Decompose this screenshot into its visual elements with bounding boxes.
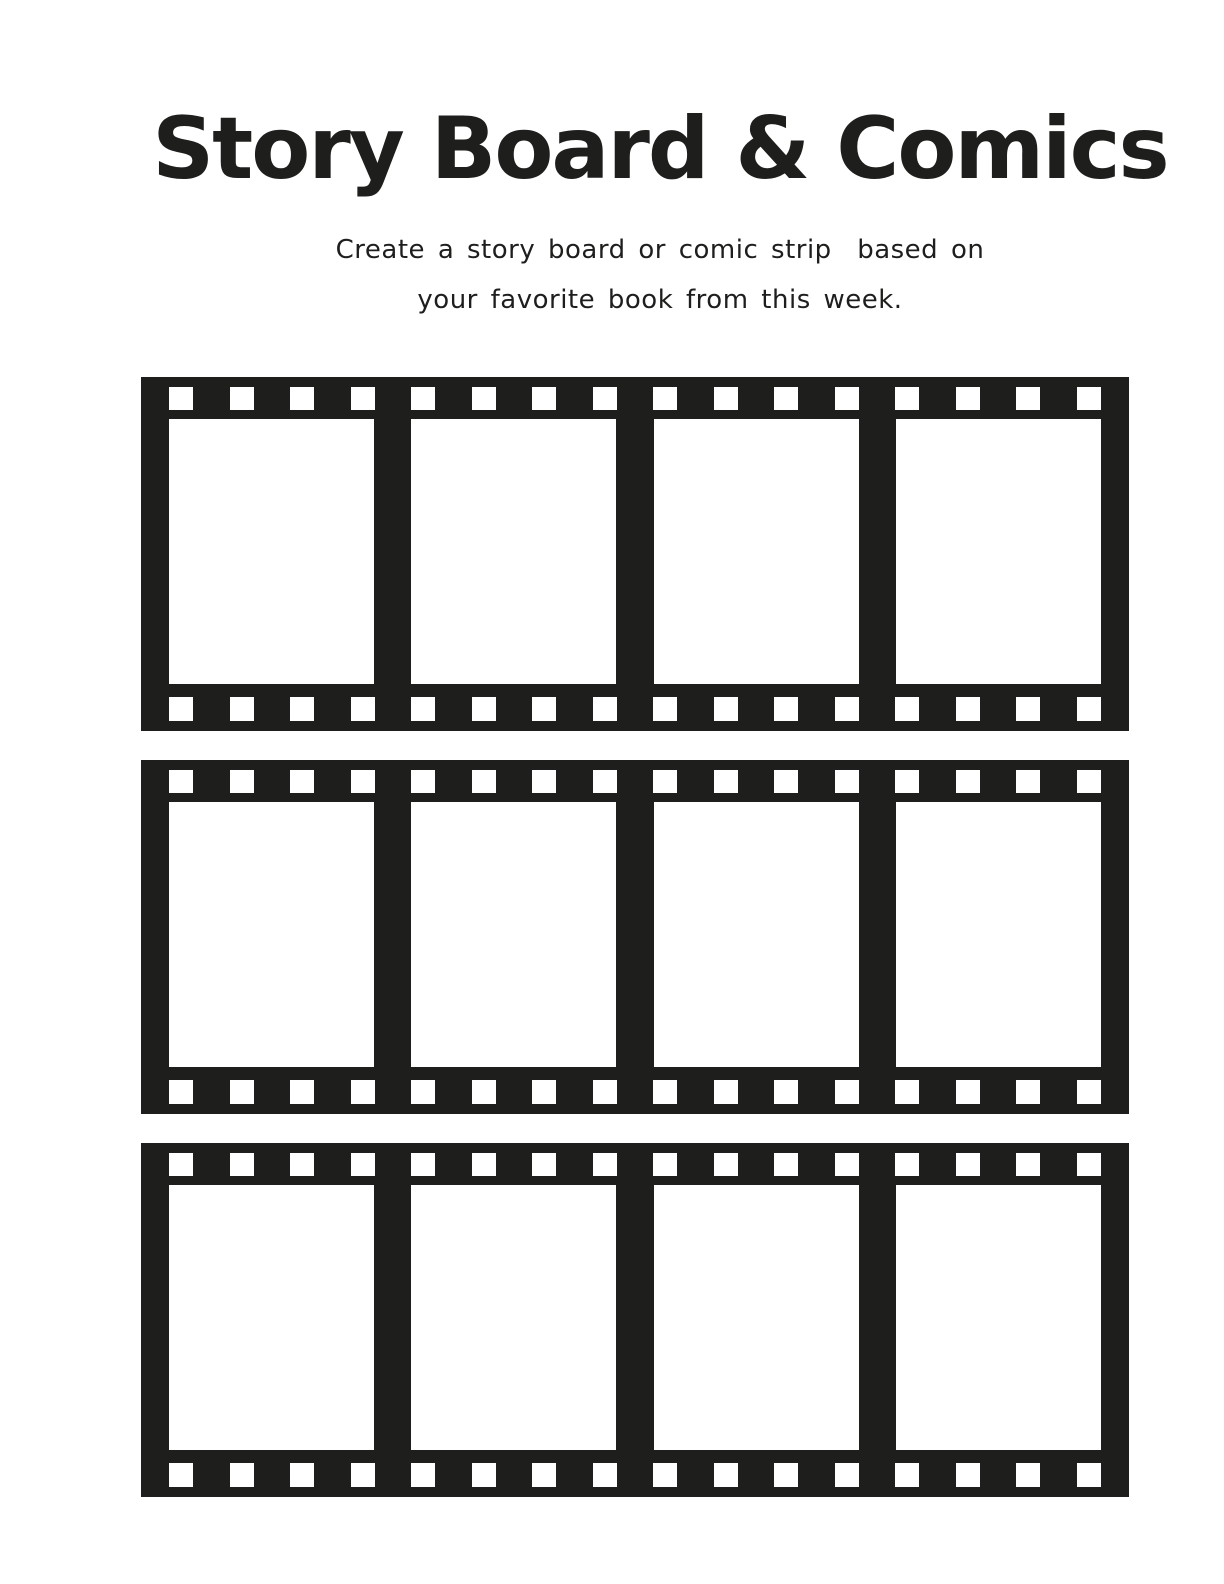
sprocket-hole <box>472 1080 496 1104</box>
sprocket-hole <box>169 387 193 410</box>
sprocket-hole <box>169 1080 193 1104</box>
frames-row <box>169 802 1101 1067</box>
sprocket-hole <box>956 1463 980 1487</box>
sprocket-hole <box>290 1153 314 1176</box>
sprocket-hole <box>714 1153 738 1176</box>
sprocket-hole <box>351 1080 375 1104</box>
sprocket-hole <box>169 1153 193 1176</box>
sprocket-hole <box>532 1463 556 1487</box>
sprocket-hole <box>774 1080 798 1104</box>
sprocket-hole <box>774 1463 798 1487</box>
sprocket-hole <box>774 770 798 793</box>
sprocket-hole <box>714 1463 738 1487</box>
storyboard-frame <box>411 1185 616 1450</box>
sprocket-hole <box>230 770 254 793</box>
sprocket-hole <box>351 770 375 793</box>
sprocket-hole <box>593 387 617 410</box>
sprocket-hole <box>653 770 677 793</box>
sprocket-hole <box>532 387 556 410</box>
sprocket-hole <box>351 1463 375 1487</box>
sprocket-hole <box>653 697 677 721</box>
sprocket-hole <box>290 387 314 410</box>
sprocket-hole <box>411 1153 435 1176</box>
sprocket-hole <box>1077 1153 1101 1176</box>
frames-row <box>169 1185 1101 1450</box>
sprocket-hole <box>895 387 919 410</box>
sprocket-hole <box>230 1080 254 1104</box>
sprocket-hole <box>593 1080 617 1104</box>
sprocket-hole <box>956 1153 980 1176</box>
sprocket-hole <box>1016 697 1040 721</box>
storyboard-frame <box>896 802 1101 1067</box>
sprocket-hole <box>532 1080 556 1104</box>
storyboard-frame <box>654 1185 859 1450</box>
sprocket-hole <box>653 1080 677 1104</box>
sprocket-hole <box>714 697 738 721</box>
sprocket-hole <box>593 697 617 721</box>
sprocket-hole <box>169 770 193 793</box>
sprocket-hole <box>835 697 859 721</box>
sprocket-hole <box>1016 387 1040 410</box>
sprocket-hole <box>1077 697 1101 721</box>
sprocket-hole <box>774 697 798 721</box>
sprocket-hole <box>472 1463 496 1487</box>
sprocket-hole <box>593 1463 617 1487</box>
sprocket-hole-row-top <box>169 1153 1101 1176</box>
sprocket-hole <box>1077 387 1101 410</box>
sprocket-hole <box>1016 1463 1040 1487</box>
instruction-line-2: your favorite book from this week. <box>417 285 903 315</box>
sprocket-hole-row-bottom <box>169 697 1101 721</box>
sprocket-hole <box>472 387 496 410</box>
sprocket-hole <box>230 697 254 721</box>
sprocket-hole <box>532 770 556 793</box>
sprocket-hole <box>230 1153 254 1176</box>
sprocket-hole <box>895 697 919 721</box>
storyboard-frame <box>654 419 859 684</box>
storyboard-frame <box>411 802 616 1067</box>
sprocket-hole <box>411 1080 435 1104</box>
storyboard-frame <box>896 419 1101 684</box>
sprocket-hole <box>290 770 314 793</box>
sprocket-hole <box>835 770 859 793</box>
sprocket-hole <box>956 697 980 721</box>
sprocket-hole <box>1077 1463 1101 1487</box>
sprocket-hole <box>653 387 677 410</box>
sprocket-hole <box>835 387 859 410</box>
sprocket-hole <box>1077 770 1101 793</box>
sprocket-hole <box>956 770 980 793</box>
sprocket-hole <box>290 1080 314 1104</box>
storyboard-frame <box>411 419 616 684</box>
sprocket-hole <box>351 697 375 721</box>
storyboard-frame <box>896 1185 1101 1450</box>
sprocket-hole <box>169 1463 193 1487</box>
sprocket-hole <box>290 1463 314 1487</box>
sprocket-hole <box>835 1080 859 1104</box>
filmstrip-1 <box>141 377 1129 731</box>
page-title: Story Board & Comics <box>152 99 1168 199</box>
instruction-line-1: Create a story board or comic strip based on <box>335 235 985 265</box>
storyboard-frame <box>654 802 859 1067</box>
sprocket-hole <box>351 387 375 410</box>
sprocket-hole <box>1077 1080 1101 1104</box>
sprocket-hole-row-top <box>169 387 1101 410</box>
sprocket-hole <box>230 1463 254 1487</box>
filmstrip-3 <box>141 1143 1129 1497</box>
sprocket-hole <box>835 1463 859 1487</box>
sprocket-hole-row-top <box>169 770 1101 793</box>
sprocket-hole <box>593 770 617 793</box>
sprocket-hole <box>714 1080 738 1104</box>
sprocket-hole <box>472 1153 496 1176</box>
sprocket-hole <box>653 1463 677 1487</box>
sprocket-hole-row-bottom <box>169 1080 1101 1104</box>
sprocket-hole <box>956 387 980 410</box>
sprocket-hole <box>472 770 496 793</box>
sprocket-hole <box>895 1463 919 1487</box>
sprocket-hole <box>653 1153 677 1176</box>
sprocket-hole <box>835 1153 859 1176</box>
sprocket-hole <box>411 697 435 721</box>
sprocket-hole <box>714 387 738 410</box>
frames-row <box>169 419 1101 684</box>
storyboard-frame <box>169 1185 374 1450</box>
sprocket-hole <box>774 1153 798 1176</box>
sprocket-hole <box>230 387 254 410</box>
filmstrip-2 <box>141 760 1129 1114</box>
sprocket-hole <box>895 770 919 793</box>
sprocket-hole <box>1016 1153 1040 1176</box>
sprocket-hole <box>1016 770 1040 793</box>
sprocket-hole <box>472 697 496 721</box>
sprocket-hole <box>895 1080 919 1104</box>
storyboard-frame <box>169 419 374 684</box>
sprocket-hole <box>1016 1080 1040 1104</box>
sprocket-hole <box>411 1463 435 1487</box>
sprocket-hole <box>290 697 314 721</box>
sprocket-hole <box>351 1153 375 1176</box>
sprocket-hole <box>411 387 435 410</box>
sprocket-hole <box>411 770 435 793</box>
storyboard-frame <box>169 802 374 1067</box>
sprocket-hole <box>532 697 556 721</box>
sprocket-hole <box>774 387 798 410</box>
sprocket-hole <box>532 1153 556 1176</box>
sprocket-hole <box>169 697 193 721</box>
sprocket-hole <box>895 1153 919 1176</box>
sprocket-hole <box>714 770 738 793</box>
sprocket-hole-row-bottom <box>169 1463 1101 1487</box>
sprocket-hole <box>593 1153 617 1176</box>
sprocket-hole <box>956 1080 980 1104</box>
